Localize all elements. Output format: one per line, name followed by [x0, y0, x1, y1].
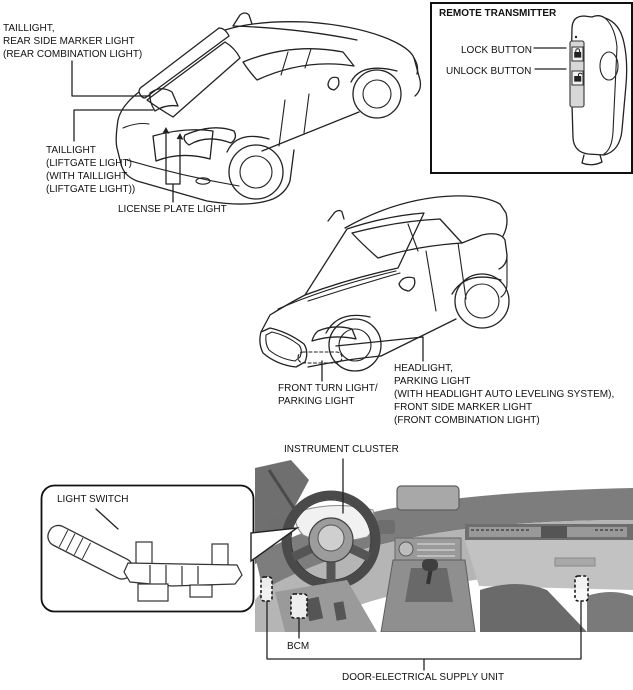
rear-wheel-arch: [227, 136, 269, 152]
lock-button-label: LOCK BUTTON: [461, 45, 532, 56]
climate-controls: [395, 538, 461, 560]
rear-spoiler: [139, 28, 229, 98]
glove-box-handle: [555, 558, 595, 566]
remote-transmitter-panel: [430, 2, 633, 174]
front-wheel: [329, 319, 381, 371]
unlock-button-label: UNLOCK BUTTON: [446, 66, 532, 77]
license-plate-label: LICENSE PLATE LIGHT: [118, 204, 227, 215]
fob-oval-detail: [600, 52, 618, 80]
license-plate-recess: [153, 130, 213, 161]
key-fob-illustration: [562, 11, 632, 167]
door-electrical-supply-unit-label: DOOR-ELECTRICAL SUPPLY UNIT: [342, 672, 505, 683]
passenger-seat: [480, 584, 587, 632]
front-turn-label: FRONT TURN LIGHT/ PARKING LIGHT: [278, 383, 378, 407]
rocker-line: [381, 319, 456, 356]
right-vent: [541, 526, 567, 538]
light-switch-label: LIGHT SWITCH: [57, 494, 129, 505]
rear-window: [147, 42, 240, 117]
front-wheel: [353, 70, 401, 118]
side-glass: [243, 49, 354, 80]
roof-line: [225, 22, 418, 74]
rear-combination-label: TAILLIGHT, REAR SIDE MARKER LIGHT (REAR COMBINATION LIGHT): [3, 23, 143, 60]
side-glass: [352, 219, 462, 258]
center-display: [397, 486, 459, 510]
taillight-liftgate-label: TAILLIGHT (LIFTGATE LIGHT) (WITH TAILLIGHT (LIFTGATE LIGHT)): [46, 145, 136, 195]
windshield: [305, 213, 424, 295]
front-car-illustration: [248, 183, 516, 380]
interior-illustration: [255, 460, 633, 632]
bcm-label: BCM: [287, 641, 310, 652]
shark-fin-antenna: [328, 211, 344, 222]
instrument-cluster-label: INSTRUMENT CLUSTER: [284, 444, 399, 455]
remote-transmitter-title: REMOTE TRANSMITTER: [439, 8, 557, 19]
door-panel-right: [587, 592, 633, 632]
side-mirror: [399, 277, 415, 291]
glove-box: [465, 540, 633, 590]
rear-quarter: [462, 234, 507, 269]
headlight-label: HEADLIGHT, PARKING LIGHT (WITH HEADLIGHT AUTO LEVELING SYSTEM), FRONT SIDE MARKER LIGHT (FRONT COMBINATION LIGHT): [394, 363, 615, 426]
cowl-line: [308, 273, 400, 301]
fob-keyring-tab: [582, 155, 602, 165]
climate-knob: [399, 542, 413, 556]
side-mirror: [328, 77, 339, 90]
rocker-line: [262, 112, 359, 151]
roof-line: [345, 196, 507, 236]
